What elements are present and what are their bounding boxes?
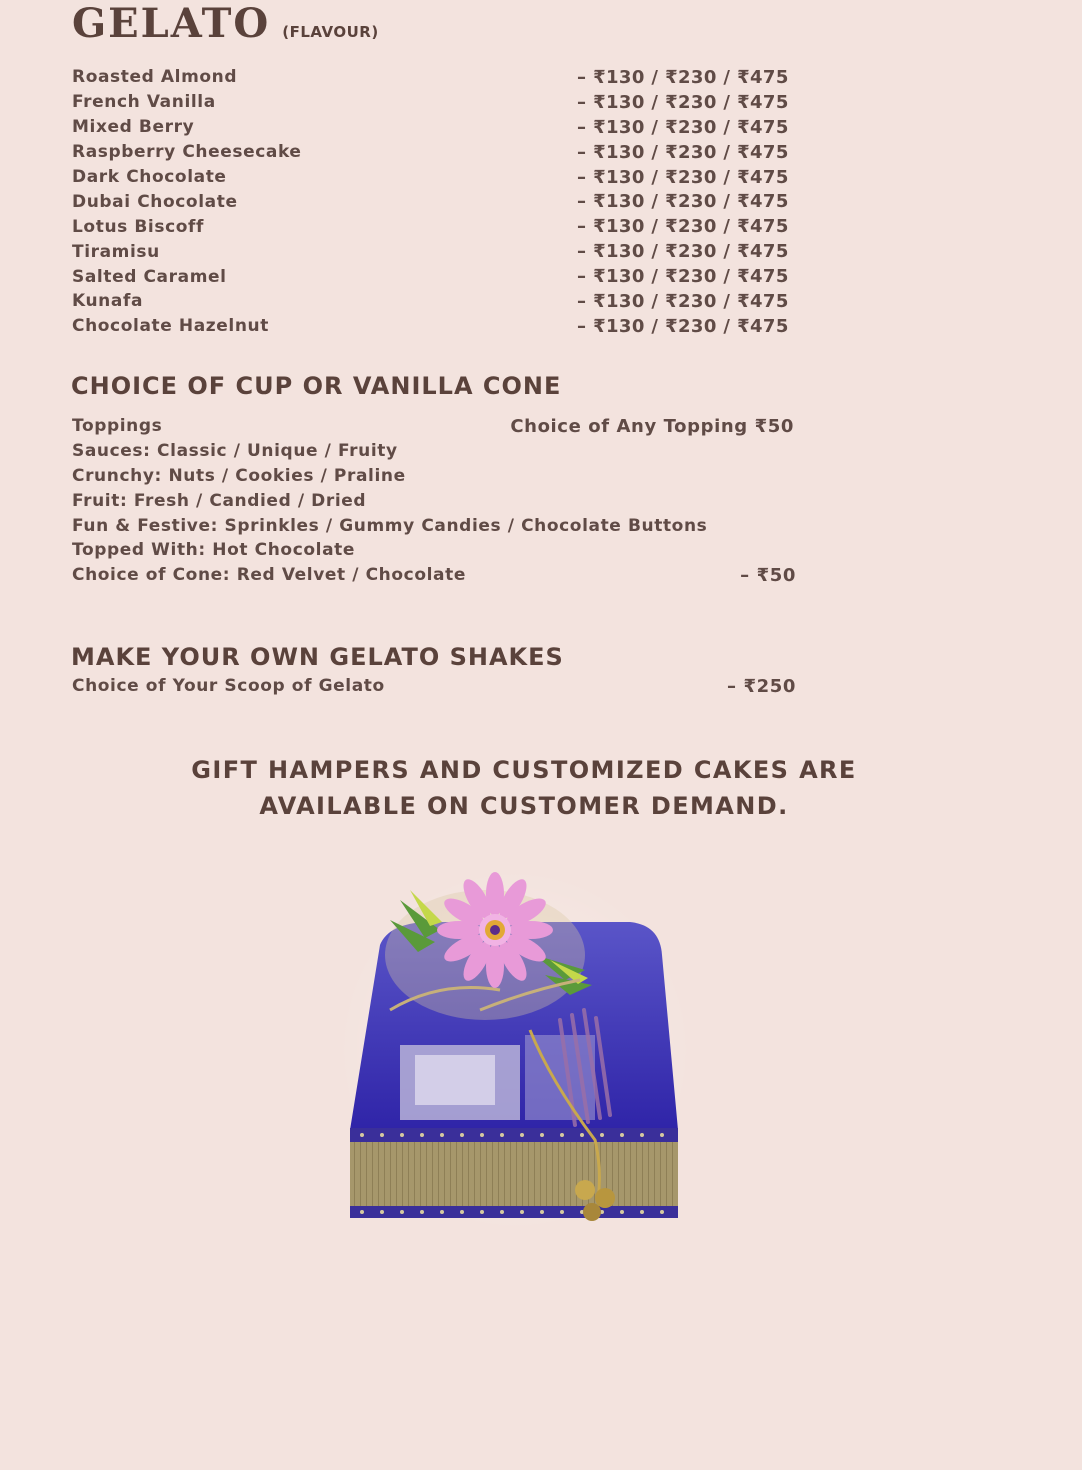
topping-line — [72, 538, 796, 563]
cone-label: Choice of Cone: Red Velvet / Chocolate — [72, 565, 466, 586]
cone-price: – ₹50 — [740, 564, 796, 586]
flavour-price: – ₹130 / ₹230 / ₹475 — [577, 216, 789, 238]
topping-line — [72, 439, 796, 464]
list-item — [72, 115, 794, 140]
topping-line-text: Sauces: Classic / Unique / Fruity — [72, 441, 398, 462]
page-title: GELATO — [72, 0, 271, 47]
flavour-price: – ₹130 / ₹230 / ₹475 — [577, 266, 789, 288]
flavour-name: Dark Chocolate — [72, 167, 227, 187]
cone-row — [72, 563, 796, 588]
list-item — [72, 289, 794, 314]
topping-line-text: Fruit: Fresh / Candied / Dried — [72, 490, 367, 511]
list-item — [72, 189, 794, 214]
flavour-name: Lotus Biscoff — [72, 216, 205, 237]
list-item — [72, 65, 794, 90]
flavour-price: – ₹130 / ₹230 / ₹475 — [577, 166, 789, 188]
toppings-label: Toppings — [72, 416, 163, 437]
topping-line — [72, 488, 796, 513]
list-item — [72, 314, 794, 339]
flavour-name: Mixed Berry — [72, 117, 195, 138]
list-item — [72, 239, 794, 264]
gift-hamper-image — [330, 860, 700, 1240]
list-item — [72, 165, 794, 190]
flavour-price: – ₹130 / ₹230 / ₹475 — [577, 91, 789, 113]
flavour-price: – ₹130 / ₹230 / ₹475 — [577, 241, 789, 263]
gift-notice-line-1: GIFT HAMPERS AND CUSTOMIZED CAKES ARE — [191, 756, 857, 784]
toppings-block — [72, 414, 796, 588]
topping-line-text: Topped With: Hot Chocolate — [72, 540, 356, 561]
list-item — [72, 264, 794, 289]
shake-row — [72, 673, 796, 699]
flavour-name: Raspberry Cheesecake — [72, 142, 302, 163]
shake-label: Choice of Your Scoop of Gelato — [72, 676, 385, 696]
flavour-price: – ₹130 / ₹230 / ₹475 — [577, 290, 789, 312]
flavour-price: – ₹130 / ₹230 / ₹475 — [577, 141, 789, 163]
flavour-name: Kunafa — [72, 291, 144, 312]
gift-hamper-illustration — [330, 860, 700, 1240]
flavour-name: Salted Caramel — [72, 266, 227, 287]
flavour-price: – ₹130 / ₹230 / ₹475 — [577, 66, 789, 88]
page-subtitle: (FLAVOUR) — [282, 23, 379, 41]
flavour-price: – ₹130 / ₹230 / ₹475 — [577, 315, 789, 337]
shakes-heading: MAKE YOUR OWN GELATO SHAKES — [71, 643, 564, 671]
flavour-name: Dubai Chocolate — [72, 191, 238, 212]
gelato-header — [72, 0, 379, 47]
flavour-name: Chocolate Hazelnut — [72, 316, 269, 337]
topping-line-text: Fun & Festive: Sprinkles / Gummy Candies / Chocolate Buttons — [72, 515, 708, 536]
gift-notice-line-2: AVAILABLE ON CUSTOMER DEMAND. — [259, 792, 789, 820]
list-item — [72, 214, 794, 239]
flavour-price: – ₹130 / ₹230 / ₹475 — [577, 116, 789, 138]
topping-line — [72, 513, 796, 538]
list-item — [72, 140, 794, 165]
flavour-name: French Vanilla — [72, 92, 216, 113]
toppings-price: Choice of Any Topping ₹50 — [510, 415, 794, 437]
topping-line-text: Crunchy: Nuts / Cookies / Praline — [72, 465, 406, 486]
shake-price: – ₹250 — [727, 675, 796, 697]
cup-cone-heading: CHOICE OF CUP OR VANILLA CONE — [71, 372, 562, 400]
topping-line — [72, 464, 796, 489]
flavour-name: Roasted Almond — [72, 67, 238, 88]
flavour-price: – ₹130 / ₹230 / ₹475 — [577, 191, 789, 213]
flavour-list — [72, 65, 794, 339]
toppings-row — [72, 414, 796, 439]
list-item — [72, 90, 794, 115]
flavour-name: Tiramisu — [72, 241, 160, 262]
gift-notice — [0, 752, 1048, 824]
